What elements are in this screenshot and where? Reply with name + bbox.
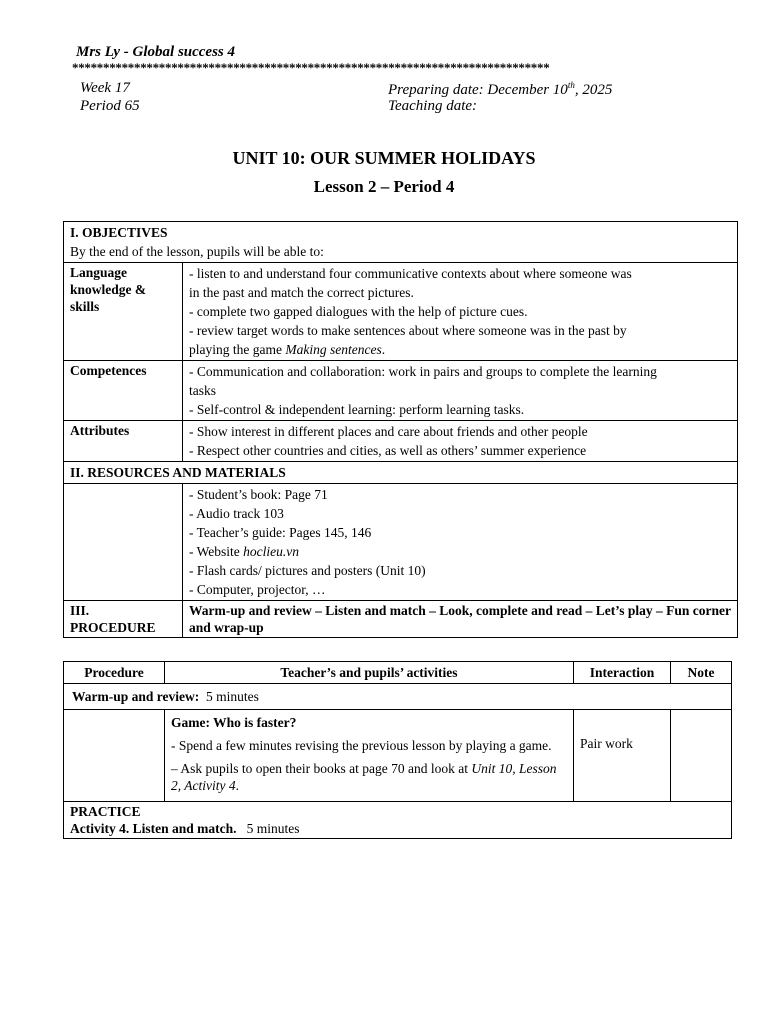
procedure-summary: Warm-up and review – Listen and match – Look, complete and read – Let’s play – Fun corner and wrap-up [183, 601, 738, 638]
game-interaction: Pair work [574, 710, 671, 802]
objectives-intro: By the end of the lesson, pupils will be able to: [70, 244, 324, 259]
resource-item: - Computer, projector, … [189, 582, 326, 597]
language-line-text: playing the game [189, 342, 286, 357]
language-line: - review target words to make sentences about where someone was in the past by [189, 323, 627, 338]
activity4-time: 5 minutes [236, 821, 300, 836]
objectives-heading: I. OBJECTIVES [70, 225, 168, 240]
practice-row [64, 802, 732, 839]
competences-row [64, 361, 738, 421]
attributes-line: - Show interest in different places and care about friends and other people [189, 424, 588, 439]
resources-heading: II. RESOURCES AND MATERIALS [64, 462, 738, 484]
game-row [64, 710, 732, 802]
game-step-2-end: . [235, 778, 239, 793]
author-header: Mrs Ly - Global success 4 [76, 44, 236, 60]
practice-label: PRACTICE [70, 804, 141, 819]
language-line-game [189, 340, 731, 359]
warmup-time: 5 minutes [199, 689, 259, 704]
procedure-label [64, 601, 183, 638]
resources-empty-cell [64, 484, 183, 601]
preparing-date-year: , 2025 [574, 82, 613, 98]
competences-line: tasks [189, 383, 216, 398]
activities-table [63, 661, 732, 839]
lesson-title: Lesson 2 – Period 4 [313, 177, 455, 196]
language-line-end: . [381, 342, 386, 357]
col-procedure: Procedure [64, 662, 165, 684]
game-step-1: - Spend a few minutes revising the previous lesson by playing a game. [171, 738, 552, 753]
game-step-2-text: – Ask pupils to open their books at page 70 and look at [171, 761, 472, 776]
competences-content [183, 361, 738, 421]
resource-item: - Teacher’s guide: Pages 145, 146 [189, 525, 372, 540]
resources-content [183, 484, 738, 601]
preparing-date-text: Preparing date: December 10 [388, 82, 568, 98]
language-content [183, 263, 738, 361]
competences-line: - Communication and collaboration: work in pairs and groups to complete the learning [189, 364, 657, 379]
activity4-line [70, 820, 725, 837]
game-step-2-ref: Unit 10, Lesson 2, Activity 4 [171, 761, 557, 793]
preparing-date [388, 80, 612, 99]
attributes-row [64, 421, 738, 462]
game-name: Making sentences [285, 342, 382, 357]
warmup-label: Warm-up and review: [72, 689, 200, 704]
procedure-label-1: III. [70, 603, 90, 618]
teaching-date: Teaching date: [388, 98, 478, 114]
resource-item: - Audio track 103 [189, 506, 284, 521]
attributes-content [183, 421, 738, 462]
competences-line: - Self-control & independent learning: perform learning tasks. [189, 402, 525, 417]
attributes-line: - Respect other countries and cities, as well as others’ summer experience [189, 443, 587, 458]
warmup-row [64, 684, 732, 710]
resource-item-website [189, 542, 731, 561]
competences-label: Competences [64, 361, 183, 421]
language-line: - complete two gapped dialogues with the help of picture cues. [189, 304, 528, 319]
resource-item: - Student’s book: Page 71 [189, 487, 328, 502]
game-title: Game: Who is faster? [171, 715, 297, 730]
procedure-row [64, 601, 738, 638]
game-step-2 [171, 760, 567, 794]
unit-title: UNIT 10: OUR SUMMER HOLIDAYS [232, 148, 536, 168]
language-line: in the past and match the correct pictures. [189, 285, 414, 300]
activity4-label: Activity 4. Listen and match. [70, 821, 237, 836]
col-activities: Teacher’s and pupils’ activities [165, 662, 574, 684]
col-note: Note [671, 662, 732, 684]
practice-cell [64, 802, 732, 839]
resource-item: - Flash cards/ pictures and posters (Unit 10) [189, 563, 426, 578]
objectives-heading-row [64, 222, 738, 263]
language-row [64, 263, 738, 361]
preparing-date-sup: th [567, 80, 575, 90]
website-link: hoclieu.vn [243, 544, 300, 559]
objectives-heading-cell [64, 222, 738, 263]
game-procedure-cell [64, 710, 165, 802]
attributes-label: Attributes [64, 421, 183, 462]
objectives-table [63, 221, 738, 638]
period-label: Period 65 [80, 98, 140, 114]
resource-item-text: - Website [189, 544, 244, 559]
week-label: Week 17 [80, 80, 130, 96]
game-note-cell [671, 710, 732, 802]
col-interaction: Interaction [574, 662, 671, 684]
warmup-cell [64, 684, 732, 710]
procedure-label-2: PROCEDURE [70, 620, 156, 635]
resources-row [64, 484, 738, 601]
language-label: Language knowledge & skills [64, 263, 183, 361]
activities-header-row [64, 662, 732, 684]
star-divider: ***************************************************************************** [72, 60, 550, 75]
resources-heading-row [64, 462, 738, 484]
game-activities-cell [165, 710, 574, 802]
language-line: - listen to and understand four communicative contexts about where someone was [189, 266, 632, 281]
